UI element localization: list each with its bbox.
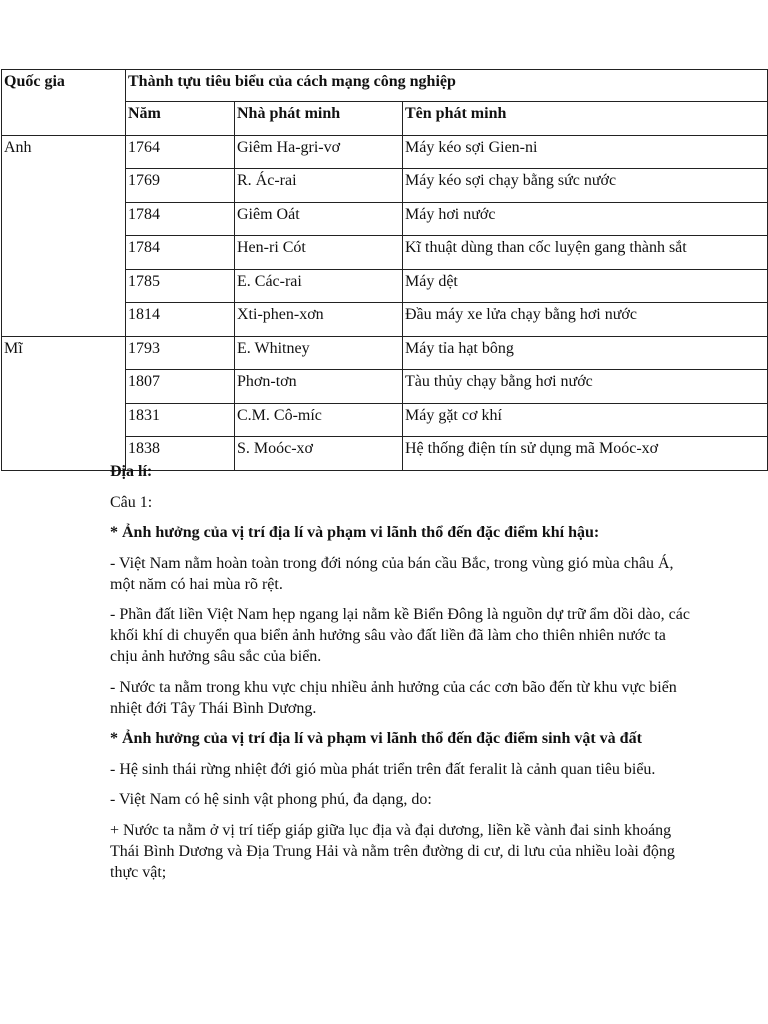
table-row	[2, 135, 768, 169]
inventor-cell: E. Các-rai	[235, 269, 403, 303]
table-row	[2, 336, 768, 370]
paragraph-1: - Việt Nam nằm hoàn toàn trong đới nóng của bán cầu Bắc, trong vùng gió mùa châu Á, một năm có hai mùa rõ rệt.	[110, 554, 674, 593]
header-inventor: Nhà phát minh	[235, 102, 403, 136]
inventions-table-body	[2, 70, 768, 471]
header-achievements: Thành tựu tiêu biểu của cách mạng công nghiệp	[126, 70, 768, 102]
inventor-cell: E. Whitney	[235, 336, 403, 370]
inventor-cell: Hen-ri Cót	[235, 236, 403, 270]
paragraph-5: - Việt Nam có hệ sinh vật phong phú, đa dạng, do:	[110, 791, 432, 808]
header-country: Quốc gia	[2, 70, 126, 136]
heading-climate: * Ảnh hưởng của vị trí địa lí và phạm vi lãnh thổ đến đặc điểm khí hậu:	[110, 524, 600, 541]
paragraph-2: - Phần đất liền Việt Nam hẹp ngang lại nằm kề Biển Đông là nguồn dự trữ ẩm dồi dào, các khối khí di chuyển qua biển ảnh hưởng sâu vào đất liền đã làm cho thiên nhiên nước ta chịu ảnh hưởng sâu sắc của biển.	[110, 606, 690, 665]
year-cell: 1814	[126, 303, 235, 337]
invention-cell: Máy hơi nước	[403, 202, 768, 236]
country-cell: Mĩ	[2, 336, 126, 470]
invention-cell: Máy tỉa hạt bông	[403, 336, 768, 370]
inventor-cell: S. Moóc-xơ	[235, 437, 403, 471]
geography-section	[110, 461, 695, 892]
year-cell: 1838	[126, 437, 235, 471]
inventor-cell: Giêm Oát	[235, 202, 403, 236]
year-cell: 1769	[126, 169, 235, 203]
inventor-cell: R. Ác-rai	[235, 169, 403, 203]
paragraph-3: - Nước ta nằm trong khu vực chịu nhiều ảnh hưởng của các cơn bão đến từ khu vực biển nhiệt đới Tây Thái Bình Dương.	[110, 678, 677, 717]
invention-cell: Hệ thống điện tín sử dụng mã Moóc-xơ	[403, 437, 768, 471]
year-cell: 1784	[126, 236, 235, 270]
inventor-cell: Giêm Ha-gri-vơ	[235, 135, 403, 169]
question-label: Câu 1:	[110, 493, 153, 511]
invention-cell: Máy gặt cơ khí	[403, 403, 768, 437]
year-cell: 1764	[126, 135, 235, 169]
invention-cell: Máy kéo sợi Gien-ni	[403, 135, 768, 169]
invention-cell: Kĩ thuật dùng than cốc luyện gang thành sắt	[403, 236, 768, 270]
year-cell: 1785	[126, 269, 235, 303]
header-year: Năm	[126, 102, 235, 136]
inventor-cell: Phơn-tơn	[235, 370, 403, 404]
header-invention: Tên phát minh	[403, 102, 768, 136]
inventions-table	[1, 69, 768, 471]
country-cell: Anh	[2, 135, 126, 336]
year-cell: 1793	[126, 336, 235, 370]
invention-cell: Tàu thủy chạy bằng hơi nước	[403, 370, 768, 404]
heading-biota-soil: * Ảnh hưởng của vị trí địa lí và phạm vi lãnh thổ đến đặc điểm sinh vật và đất	[110, 730, 642, 747]
section-title: Địa lí:	[110, 463, 153, 480]
table-header-row	[2, 70, 768, 102]
year-cell: 1807	[126, 370, 235, 404]
paragraph-6: + Nước ta nằm ở vị trí tiếp giáp giữa lục địa và đại dương, liền kề vành đai sinh khoáng Thái Bình Dương và Địa Trung Hải và nằm trên đường di cư, di lưu của nhiều loài động thực vật;	[110, 821, 675, 881]
year-cell: 1831	[126, 403, 235, 437]
inventor-cell: Xti-phen-xơn	[235, 303, 403, 337]
inventor-cell: C.M. Cô-míc	[235, 403, 403, 437]
invention-cell: Máy dệt	[403, 269, 768, 303]
invention-cell: Máy kéo sợi chạy bằng sức nước	[403, 169, 768, 203]
year-cell: 1784	[126, 202, 235, 236]
paragraph-4: - Hệ sinh thái rừng nhiệt đới gió mùa phát triển trên đất feralit là cảnh quan tiêu biểu.	[110, 760, 656, 778]
invention-cell: Đầu máy xe lửa chạy bằng hơi nước	[403, 303, 768, 337]
